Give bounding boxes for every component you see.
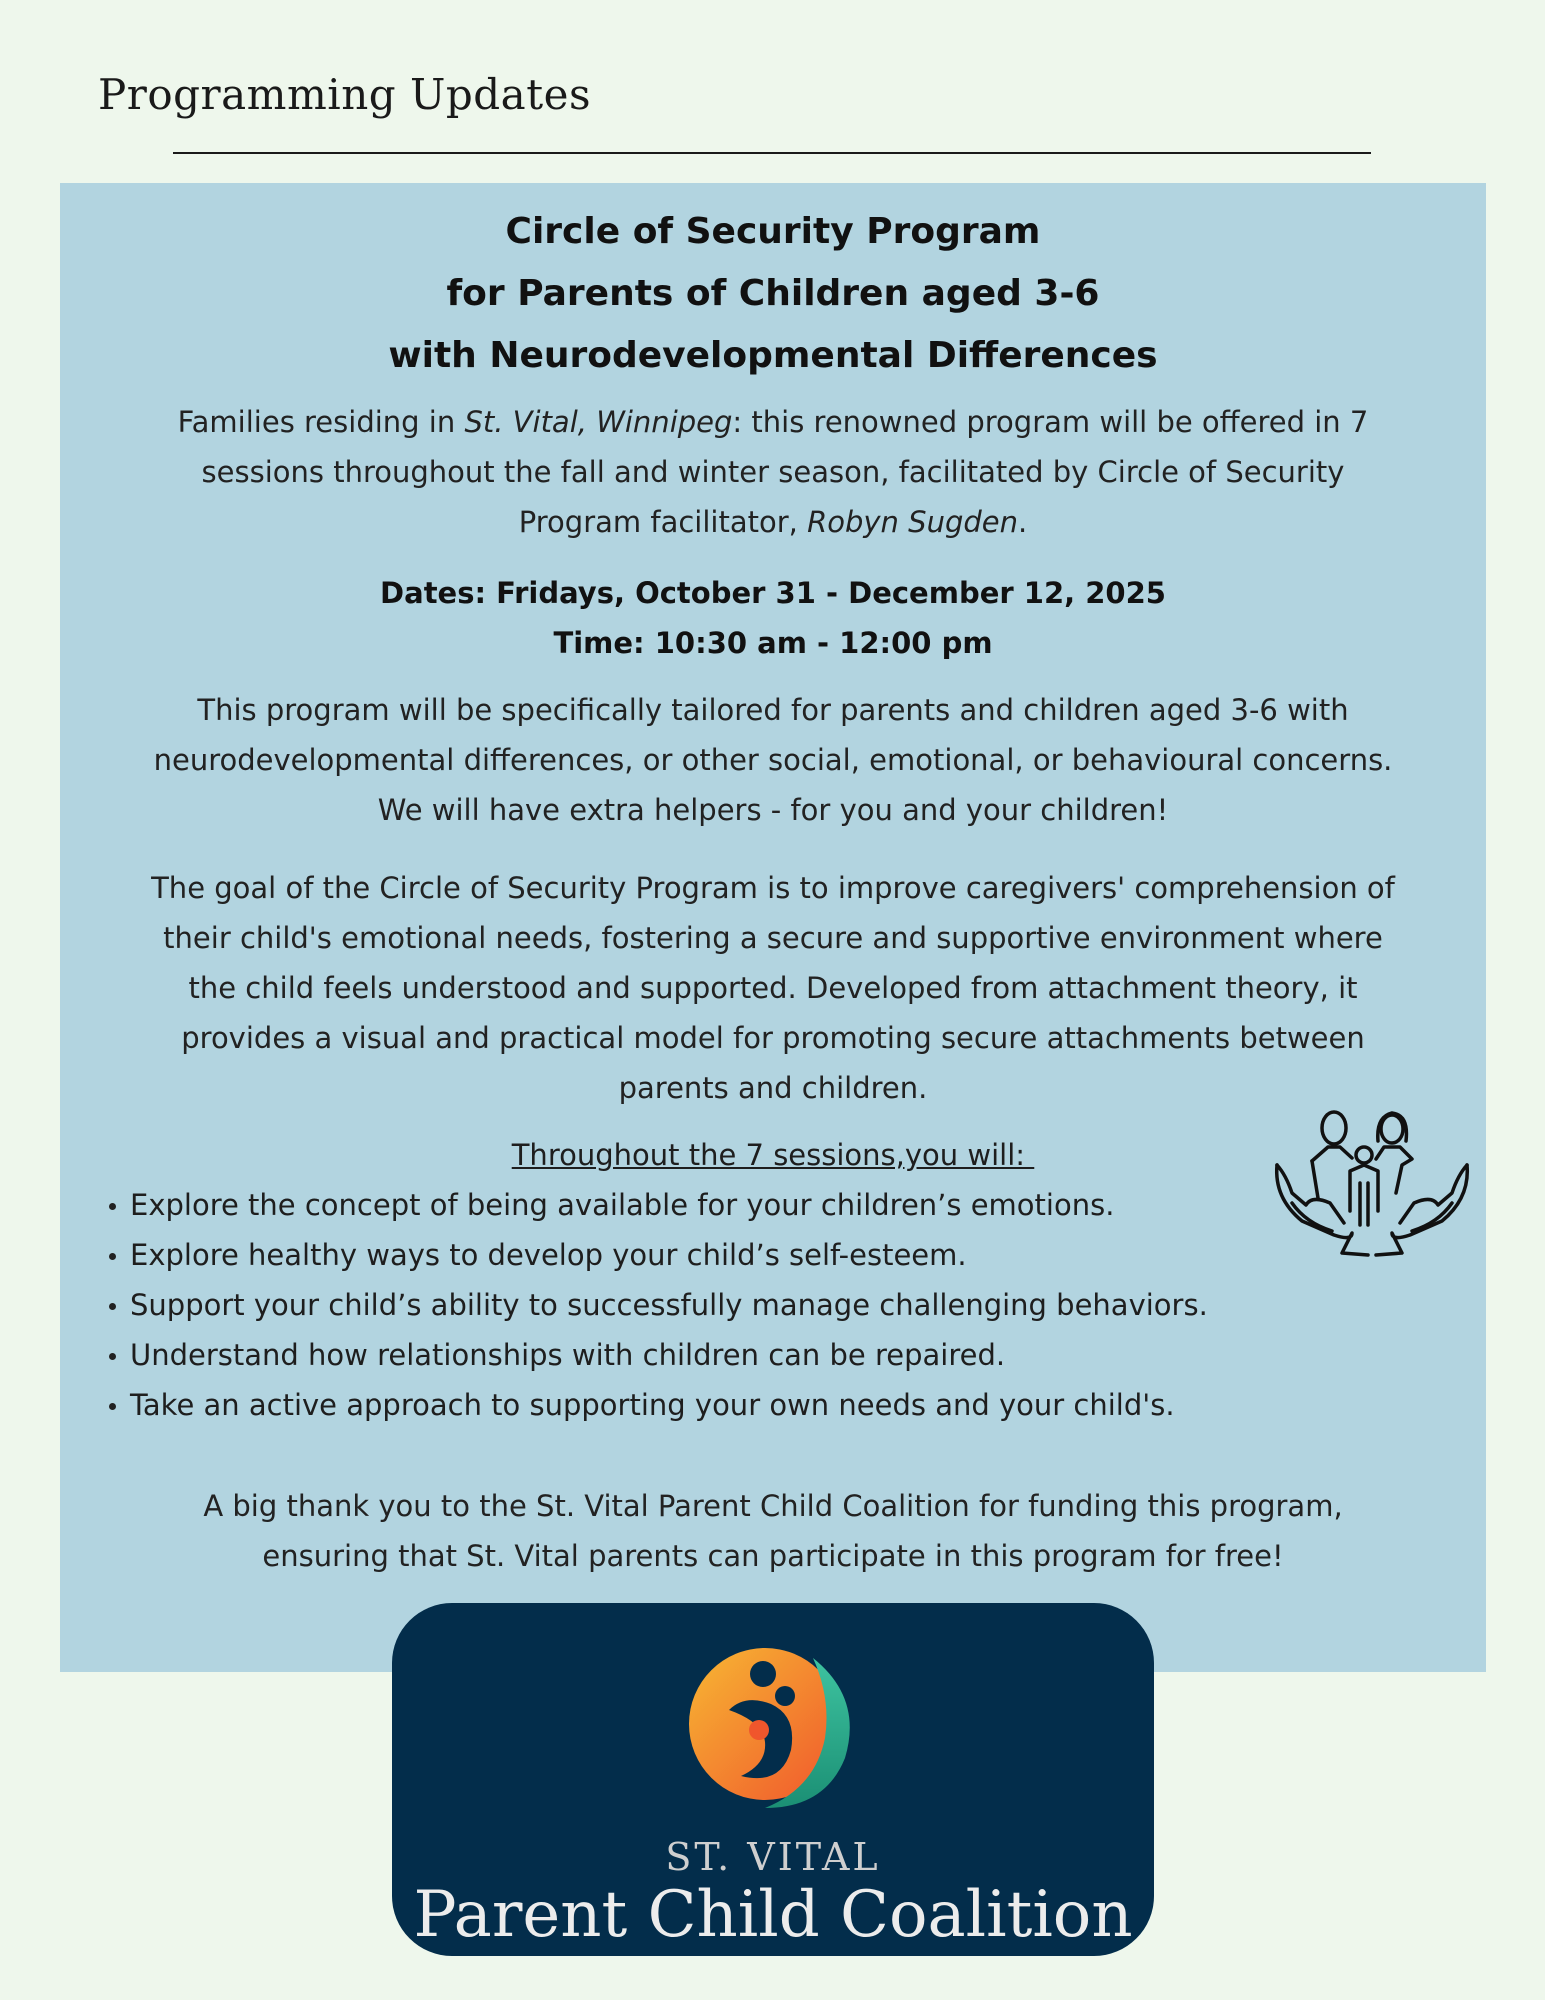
list-item: Understand how relationships with children can be repaired. [100,1330,1208,1380]
list-item: Take an active approach to supporting your own needs and your child's. [100,1380,1208,1430]
session-list [100,1180,1208,1430]
schedule [60,568,1486,668]
header-title: Programming Updates [98,70,591,119]
dates-text: Dates: Fridays, October 31 - December 12, 2025 [380,576,1166,610]
intro-line [60,397,1486,447]
thanks-paragraph [60,1481,1486,1581]
list-item: Support your child’s ability to successfully manage challenging behaviors. [100,1280,1208,1330]
coalition-logo-mark [685,1638,865,1816]
intro-paragraph [60,397,1486,547]
header-divider [173,152,1371,154]
paragraph-line: their child's emotional needs, fostering a secure and supportive environment where [163,921,1383,955]
logo-top-text: ST. VITAL [665,1835,881,1879]
title-line: for Parents of Children aged 3-6 [446,273,1100,314]
family-in-hands-icon [1272,1103,1472,1278]
paragraph-line: parents and children. [618,1071,928,1105]
title-line: with Neurodevelopmental Differences [388,335,1158,376]
program-panel [60,183,1486,1672]
paragraph-line: the child feels understood and supported. Developed from attachment theory, it [188,971,1358,1005]
intro-text: Program facilitator, [518,505,808,539]
list-heading: Throughout the 7 sessions,you will: [511,1138,1035,1172]
time-text: Time: 10:30 am - 12:00 pm [553,626,993,660]
list-item: Explore healthy ways to develop your child’s self-esteem. [100,1230,1208,1280]
facilitator-name: Robyn Sugden [807,505,1018,539]
intro-line [60,497,1486,547]
paragraph-line: ensuring that St. Vital parents can participate in this program for free! [262,1539,1284,1573]
paragraph-line: We will have extra helpers - for you and your children! [377,793,1169,827]
intro-line: sessions throughout the fall and winter season, facilitated by Circle of Security [201,455,1345,489]
intro-text: Families residing in [177,405,465,439]
goal-paragraph [60,863,1486,1113]
tailored-paragraph [60,685,1486,835]
logo-bottom-text: Parent Child Coalition [413,1878,1133,1952]
paragraph-line: provides a visual and practical model for promoting secure attachments between [181,1021,1365,1055]
paragraph-line: A big thank you to the St. Vital Parent Child Coalition for funding this program, [203,1489,1343,1523]
paragraph-line: This program will be specifically tailored for parents and children aged 3-6 with [197,693,1349,727]
intro-text: . [1017,505,1028,539]
location-text: St. Vital, Winnipeg [464,405,733,439]
paragraph-line: The goal of the Circle of Security Program is to improve caregivers' comprehension of [151,871,1395,905]
intro-text: : this renowned program will be offered in 7 [732,405,1369,439]
program-title [60,201,1486,387]
coalition-logo [392,1603,1154,1956]
list-item: Explore the concept of being available for your children’s emotions. [100,1180,1208,1230]
title-line: Circle of Security Program [505,211,1041,252]
paragraph-line: neurodevelopmental differences, or other social, emotional, or behavioural concerns. [153,743,1393,777]
